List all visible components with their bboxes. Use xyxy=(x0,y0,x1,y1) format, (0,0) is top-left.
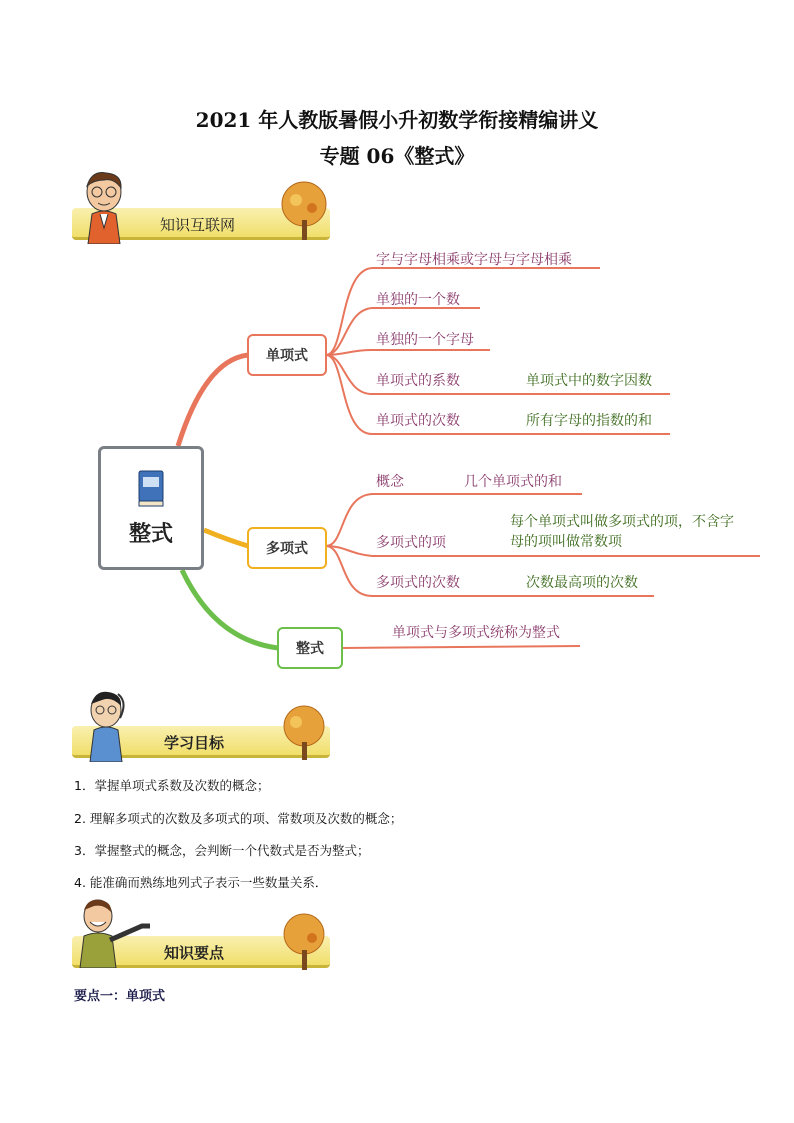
mindmap-leaf-detail: 每个单项式叫做多项式的项，不含字 xyxy=(510,514,734,530)
mindmap-leaf-detail: 所有字母的指数的和 xyxy=(526,413,652,429)
goal-item: 2. 理解多项式的次数及多项式的项、常数项及次数的概念； xyxy=(74,811,403,826)
mindmap-leaf: 字与字母相乘或字母与字母相乘 xyxy=(376,252,572,268)
mindmap-leaf-detail: 母的项叫做常数项 xyxy=(510,534,622,550)
mindmap-leaf: 单项式与多项式统称为整式 xyxy=(392,625,560,641)
mindmap-leaf: 概念 xyxy=(376,474,404,490)
root-label: 整式 xyxy=(128,521,173,547)
mindmap-leaf-detail: 次数最高项的次数 xyxy=(526,575,638,591)
mindmap-leaf: 多项式的项 xyxy=(376,535,446,551)
autumn-tree-icon xyxy=(274,180,330,242)
cartoon-teacher-icon xyxy=(78,168,130,244)
document-title: 2021 年人教版暑假小升初数学衔接精编讲义 xyxy=(195,108,599,132)
branch-node-polynomial: 多项式 xyxy=(247,527,327,569)
goal-item: 4. 能准确而熟练地列式子表示一些数量关系． xyxy=(74,875,328,890)
cartoon-pointing-man-icon xyxy=(76,896,156,968)
mindmap-leaf-detail: 几个单项式的和 xyxy=(464,474,562,490)
branch-node-monomial: 单项式 xyxy=(247,334,327,376)
banner-label: 知识要点 xyxy=(164,944,225,962)
mindmap-leaf: 单项式的系数 xyxy=(376,373,460,389)
branch-node-integral: 整式 xyxy=(277,627,343,669)
book-icon xyxy=(134,469,168,509)
banner-label: 学习目标 xyxy=(164,734,225,752)
autumn-tree-icon xyxy=(274,912,330,970)
document-subtitle: 专题 06《整式》 xyxy=(319,144,475,168)
section-heading: 要点一：单项式 xyxy=(74,989,166,1004)
goal-item: 3．掌握整式的概念，会判断一个代数式是否为整式； xyxy=(74,843,370,858)
banner-label: 知识互联网 xyxy=(160,216,236,234)
mindmap-leaf: 多项式的次数 xyxy=(376,575,460,591)
mindmap-leaf-detail: 单项式中的数字因数 xyxy=(526,373,652,389)
mindmap-leaf: 单独的一个数 xyxy=(376,292,460,308)
cartoon-student-icon xyxy=(82,688,130,762)
autumn-tree-icon xyxy=(274,704,330,760)
mindmap-leaf: 单独的一个字母 xyxy=(376,332,474,348)
mindmap-root-node xyxy=(98,446,204,570)
goal-item: 1．掌握单项式系数及次数的概念； xyxy=(74,778,270,793)
mindmap-leaf: 单项式的次数 xyxy=(376,413,460,429)
